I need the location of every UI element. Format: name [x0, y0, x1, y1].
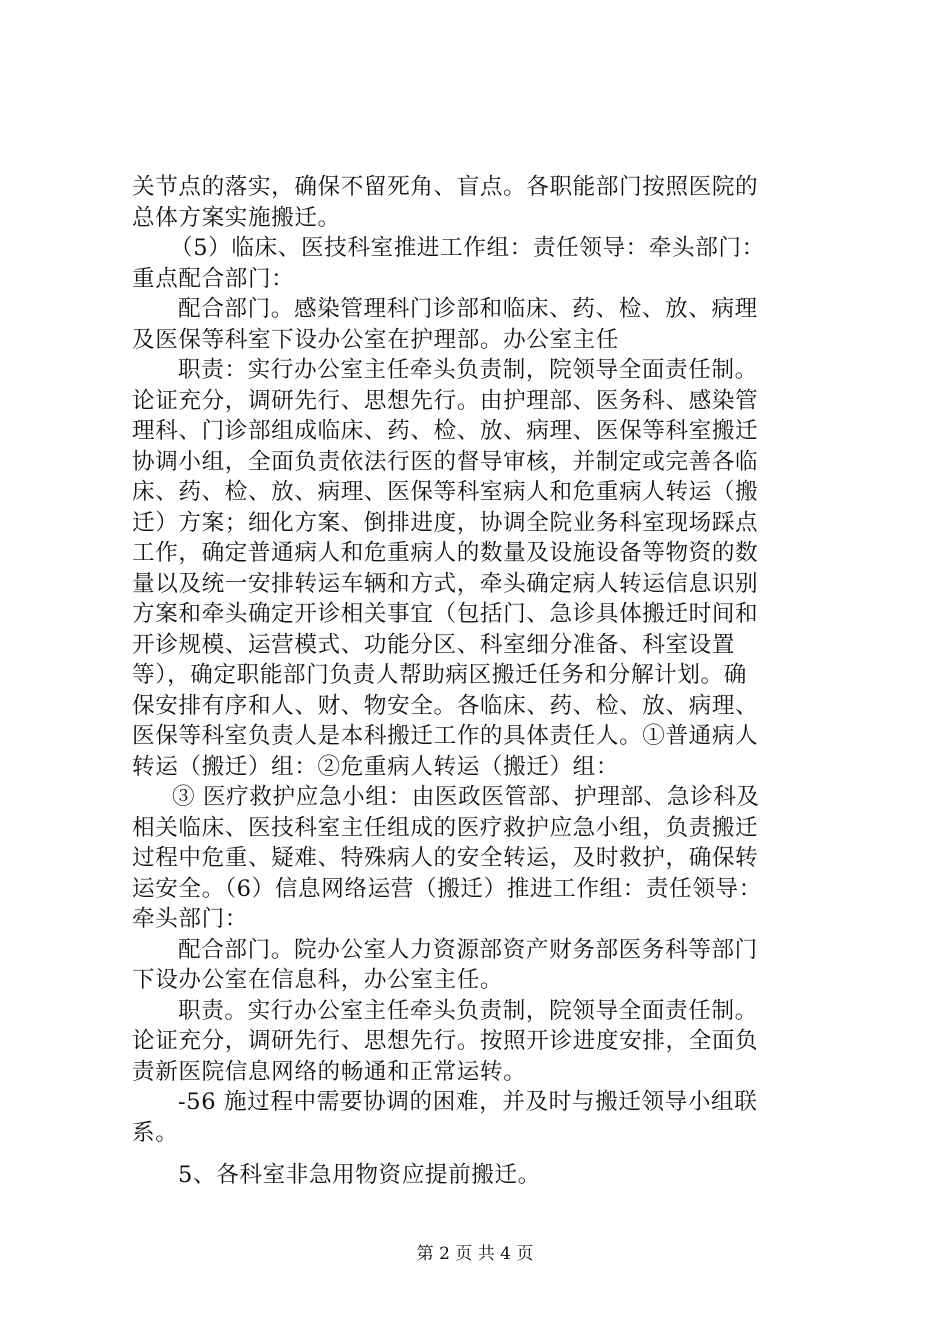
text-line: 转运（搬迁）组：②危重病人转运（搬迁）组： — [132, 753, 620, 780]
text-line: 及医保等科室下设办公室在护理部。办公室主任 — [132, 326, 620, 353]
paragraph-start: 职责。实行办公室主任牵头负责制，院领导全面责任制。 — [178, 997, 758, 1024]
text-line: 床、药、检、放、病理、医保等科室病人和危重病人转运（搬 — [132, 479, 759, 505]
text-line: 论证充分，调研先行、思想先行。由护理部、医务科、感染管 — [132, 387, 759, 414]
text-line: 系。 — [132, 1119, 179, 1146]
text-line: 运安全。（6）信息网络运营（搬迁）推进工作组：责任领导： — [132, 875, 762, 902]
paragraph-gap — [132, 1148, 832, 1160]
document-body — [132, 172, 832, 1191]
paragraph-start: 职责：实行办公室主任牵头负责制，院领导全面责任制。 — [178, 357, 758, 383]
page-number-footer: 第 2 页 共 4 页 — [416, 1244, 534, 1264]
text-line: 开诊规模、运营模式、功能分区、科室细分准备、科室设置 — [132, 631, 736, 658]
paragraph-start: ③ 医疗救护应急小组：由医政医管部、护理部、急诊科及 — [172, 784, 760, 810]
text-line: 总体方案实施搬迁。 — [132, 204, 341, 231]
paragraph-start: 5、各科室非急用物资应提前搬迁。 — [178, 1162, 541, 1188]
text-line: 迁）方案；细化方案、倒排进度，协调全院业务科室现场踩点 — [132, 509, 759, 536]
section-heading-5: （5）临床、医技科室推进工作组：责任领导：牵头部门： — [170, 235, 765, 261]
paragraph-start: -56 施过程中需要协调的困难，并及时与搬迁领导小组联 — [178, 1089, 758, 1115]
text-line: 牵头部门： — [132, 906, 248, 932]
text-line: 重点配合部门： — [132, 265, 295, 292]
text-line: 工作，确定普通病人和危重病人的数量及设施设备等物资的数 — [132, 540, 759, 566]
text-line: 过程中危重、疑难、特殊病人的安全转运，及时救护，确保转 — [132, 845, 759, 871]
paragraph-start: 配合部门。感染管理科门诊部和临床、药、检、放、病理 — [178, 296, 758, 322]
text-line: 方案和牵头确定开诊相关事宜（包括门、急诊具体搬迁时间和 — [132, 601, 759, 627]
text-line: 下设办公室在信息科，办公室主任。 — [132, 967, 504, 993]
text-line: 相关临床、医技科室主任组成的医疗救护应急小组，负责搬迁 — [132, 814, 759, 841]
text-line: 保安排有序和人、财、物安全。各临床、药、检、放、病理、 — [132, 692, 759, 719]
text-line: 等），确定职能部门负责人帮助病区搬迁任务和分解计划。确 — [132, 662, 747, 688]
paragraph-start: 配合部门。院办公室人力资源部资产财务部医务科等部门 — [178, 936, 758, 963]
text-line: 量以及统一安排转运车辆和方式，牵头确定病人转运信息识别 — [132, 570, 759, 597]
text-line: 论证充分，调研先行、思想先行。按照开诊进度安排，全面负 — [132, 1028, 759, 1054]
text-line: 关节点的落实，确保不留死角、盲点。各职能部门按照医院的 — [132, 174, 759, 200]
text-line: 责新医院信息网络的畅通和正常运转。 — [132, 1058, 527, 1085]
text-line: 协调小组，全面负责依法行医的督导审核，并制定或完善各临 — [132, 448, 759, 475]
text-line: 医保等科室负责人是本科搬迁工作的具体责任人。①普通病人 — [132, 723, 759, 749]
text-line: 理科、门诊部组成临床、药、检、放、病理、医保等科室搬迁 — [132, 418, 759, 444]
